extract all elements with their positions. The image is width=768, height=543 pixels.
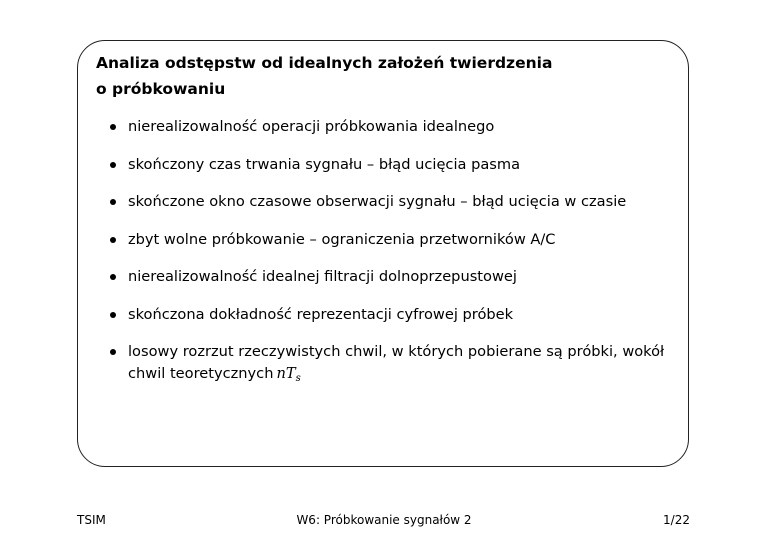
math-base: nT [276,365,296,382]
bullet-text: skończone okno czasowe obserwacji sygnału – błąd ucięcia w czasie [128,193,627,210]
bullet-dot-icon [110,349,116,355]
bullet-dot-icon [110,162,116,168]
slide-title-line-2: o próbkowaniu [96,80,226,98]
bullet-item-slow-sampling [106,229,676,251]
bullet-text: zbyt wolne próbkowanie – ograniczenia przetworników A/C [128,230,556,248]
bullet-dot-icon [110,312,116,318]
bullet-item-sampling-ideal [106,116,676,138]
bullet-text: skończony czas trwania sygnału – błąd ucięcia pasma [128,155,521,173]
slide-title-line-1: Analiza odstępstw od idealnych założeń twierdzenia [96,54,553,72]
bullet-item-lowpass-filter [106,266,676,288]
bullet-item-finite-duration [106,154,676,176]
slide-title [96,50,656,102]
math-nts [276,365,300,382]
bullet-item-finite-window [106,191,676,213]
bullet-text: nierealizowalność idealnej filtracji dolnoprzepustowej [128,268,517,285]
footer-lecture-title: W6: Próbkowanie sygnałów 2 [296,513,472,527]
footer-page-number: 1/22 [663,513,690,527]
footer-author: TSIM [77,513,106,527]
math-subscript: s [295,373,301,384]
bullet-text: losowy rozrzut rzeczywistych chwil, w których pobierane są próbki, wokół chwil teoretycznych [128,343,665,382]
bullet-dot-icon [110,124,116,130]
bullet-dot-icon [110,237,116,243]
bullet-list [106,116,676,401]
bullet-item-jitter [106,341,676,385]
bullet-dot-icon [110,199,116,205]
bullet-text: nierealizowalność operacji próbkowania idealnego [128,118,495,135]
bullet-item-digital-precision [106,304,676,326]
bullet-dot-icon [110,274,116,280]
bullet-text: skończona dokładność reprezentacji cyfrowej próbek [128,305,514,323]
